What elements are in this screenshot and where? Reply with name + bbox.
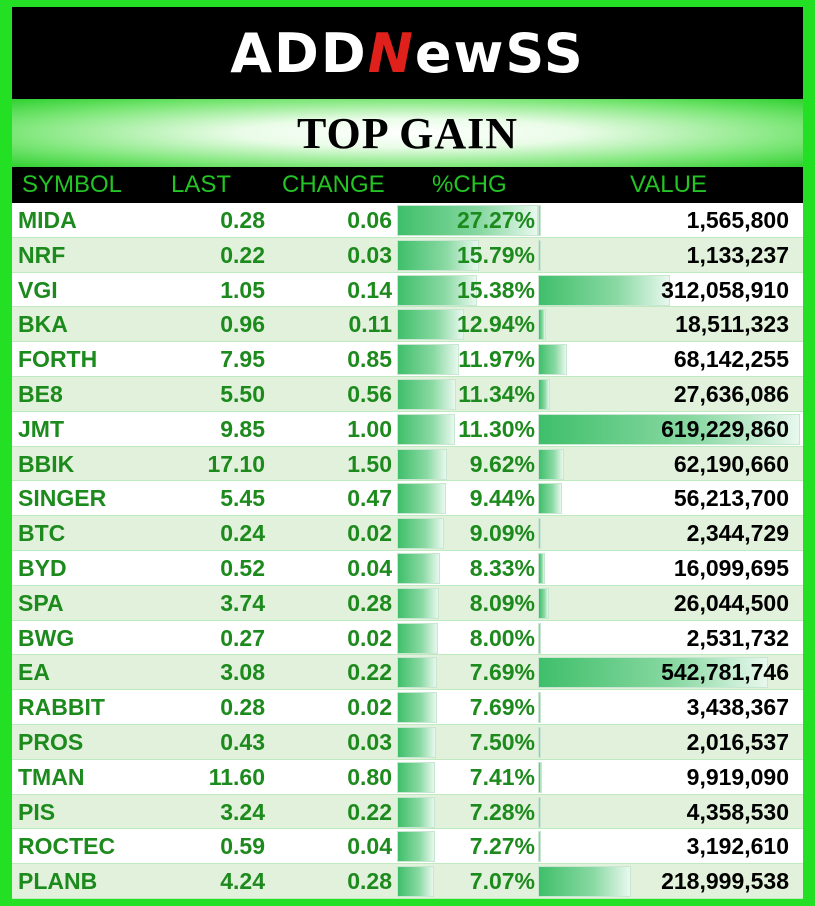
last-price-cell: 3.24 [220,798,265,825]
pct-change-cell: 7.69% [469,659,535,686]
value-cell: 16,099,695 [673,555,789,581]
last-price-cell: 4.24 [220,868,265,895]
value-bar [538,344,567,375]
change-cell: 0.28 [347,868,392,895]
last-price-cell: 17.10 [207,450,265,477]
value-bar [538,449,564,480]
change-cell: 0.47 [347,485,392,512]
pct-change-cell: 11.34% [458,381,535,407]
pct-change-bar [397,309,464,340]
symbol-cell: BWG [18,624,75,651]
value-cell: 3,192,610 [686,833,789,860]
last-price-cell: 0.24 [220,520,265,547]
change-cell: 0.14 [347,276,392,303]
value-cell: 312,058,910 [661,276,789,303]
value-bar [538,379,550,410]
value-cell: 4,358,530 [686,798,789,825]
pct-change-bar [397,449,447,480]
table-row [12,238,803,273]
table-row [12,447,803,482]
last-price-cell: 0.22 [220,241,265,268]
table-row [12,795,803,830]
logo-bar [12,7,803,99]
table-row [12,690,803,725]
column-header-last: LAST [171,171,232,198]
last-price-cell: 0.52 [220,555,265,581]
value-cell: 2,531,732 [686,624,789,651]
change-cell: 1.50 [347,450,392,477]
pct-change-cell: 27.27% [456,207,535,233]
symbol-cell: BTC [18,520,66,547]
last-price-cell: 7.95 [220,346,265,373]
value-bar [538,727,541,758]
pct-change-cell: 9.62% [469,450,535,477]
table-row [12,412,803,447]
change-cell: 0.02 [347,694,392,721]
pct-change-bar [397,414,455,445]
table-row [12,551,803,586]
top-gain-board [12,7,803,900]
table-row [12,516,803,551]
value-cell: 1,133,237 [686,241,789,268]
value-cell: 3,438,367 [686,694,789,721]
table-row [12,203,803,238]
symbol-cell: SINGER [18,485,107,512]
change-cell: 0.03 [347,241,392,268]
table-row [12,829,803,864]
value-bar [538,518,541,549]
page-title: TOP GAIN [296,108,519,158]
pct-change-cell: 9.44% [469,485,535,512]
value-cell: 1,565,800 [686,207,789,233]
last-price-cell: 0.43 [220,729,265,755]
column-header-value: VALUE [630,171,707,198]
pct-change-cell: 7.50% [469,729,535,755]
change-cell: 0.02 [347,520,392,547]
change-cell: 0.03 [347,729,392,755]
title-band [12,99,803,167]
table-header [12,167,803,203]
pct-change-cell: 7.69% [469,694,535,721]
symbol-cell: PROS [18,729,84,755]
value-cell: 68,142,255 [673,346,789,373]
pct-change-bar [397,797,435,828]
table-row [12,586,803,621]
table-row [12,273,803,308]
symbol-cell: BYD [18,555,67,581]
table-row [12,655,803,690]
symbol-cell: MIDA [18,207,77,233]
last-price-cell: 3.08 [220,659,265,686]
value-bar [538,797,541,828]
value-cell: 619,229,860 [661,415,789,442]
value-bar [538,866,631,897]
pct-change-cell: 15.79% [456,241,535,268]
last-price-cell: 1.05 [220,276,265,303]
last-price-cell: 0.27 [220,624,265,651]
table-row [12,481,803,516]
change-cell: 0.04 [347,833,392,860]
change-cell: 0.85 [347,346,392,373]
pct-change-cell: 7.27% [469,833,535,860]
last-price-cell: 3.74 [220,589,265,616]
last-price-cell: 9.85 [220,415,265,442]
last-price-cell: 0.59 [220,833,265,860]
change-cell: 0.80 [347,763,392,790]
symbol-cell: FORTH [18,346,98,373]
pct-change-bar [397,344,459,375]
value-bar [538,240,541,271]
value-bar [538,623,541,654]
last-price-cell: 0.28 [220,694,265,721]
pct-change-bar [397,518,444,549]
last-price-cell: 11.60 [208,763,265,790]
value-cell: 62,190,660 [673,450,789,477]
pct-change-bar [397,553,440,584]
last-price-cell: 5.45 [220,485,265,512]
symbol-cell: PLANB [18,868,98,895]
value-bar [538,692,541,723]
pct-change-bar [397,623,438,654]
value-cell: 18,511,323 [675,311,789,338]
change-cell: 0.06 [347,207,392,233]
column-header-symbol: SYMBOL [22,171,123,198]
pct-change-cell: 8.00% [469,624,535,651]
pct-change-bar [397,483,446,514]
pct-change-cell: 15.38% [456,276,535,303]
value-cell: 27,636,086 [673,381,789,407]
table-row [12,377,803,412]
symbol-cell: BBIK [18,450,75,477]
value-bar [538,275,670,306]
table-row [12,760,803,795]
symbol-cell: EA [18,659,50,686]
value-cell: 26,044,500 [673,589,789,616]
pct-change-cell: 8.33% [469,555,535,581]
value-cell: 9,919,090 [686,763,789,790]
symbol-cell: TMAN [18,763,85,790]
symbol-cell: NRF [18,241,66,268]
pct-change-bar [397,379,456,410]
change-cell: 0.22 [347,659,392,686]
pct-change-bar [397,727,436,758]
symbol-cell: VGI [18,276,58,303]
last-price-cell: 5.50 [220,381,265,407]
change-cell: 0.28 [347,589,392,616]
pct-change-cell: 11.97% [458,346,535,373]
table-row [12,307,803,342]
column-header-change: CHANGE [282,171,385,198]
last-price-cell: 0.28 [220,207,265,233]
pct-change-cell: 11.30% [458,415,535,442]
change-cell: 0.04 [347,555,392,581]
value-cell: 542,781,746 [661,659,789,686]
pct-change-bar [397,588,439,619]
pct-change-cell: 12.94% [456,311,535,338]
symbol-cell: JMT [18,415,64,442]
value-bar [538,831,541,862]
pct-change-cell: 9.09% [469,520,535,547]
pct-change-cell: 7.28% [469,798,535,825]
table-row [12,725,803,760]
symbol-cell: RABBIT [18,694,105,721]
pct-change-cell: 8.09% [469,589,535,616]
pct-change-bar [397,831,435,862]
value-cell: 218,999,538 [661,868,789,895]
pct-change-cell: 7.07% [469,868,535,895]
addnewss-logo: ADDNewSS [230,21,585,85]
value-bar [538,483,562,514]
value-cell: 2,016,537 [686,729,789,755]
value-bar [538,309,546,340]
change-cell: 0.56 [347,381,392,407]
change-cell: 0.11 [348,311,392,338]
value-bar [538,588,549,619]
change-cell: 1.00 [347,415,392,442]
symbol-cell: BKA [18,311,68,338]
table-row [12,864,803,899]
value-cell: 2,344,729 [686,520,789,547]
pct-change-cell: 7.41% [469,763,535,790]
change-cell: 0.02 [347,624,392,651]
pct-change-bar [397,762,435,793]
symbol-cell: BE8 [18,381,63,407]
symbol-cell: SPA [18,589,64,616]
value-bar [538,553,545,584]
table-row [12,621,803,656]
column-header-pct-change: %CHG [432,171,507,198]
pct-change-bar [397,866,434,897]
last-price-cell: 0.96 [220,311,265,338]
pct-change-bar [397,657,437,688]
pct-change-bar [397,692,437,723]
table-row [12,342,803,377]
value-bar [538,205,541,236]
value-cell: 56,213,700 [673,485,789,512]
symbol-cell: ROCTEC [18,833,116,860]
value-bar [538,762,542,793]
change-cell: 0.22 [347,798,392,825]
symbol-cell: PIS [18,798,56,825]
